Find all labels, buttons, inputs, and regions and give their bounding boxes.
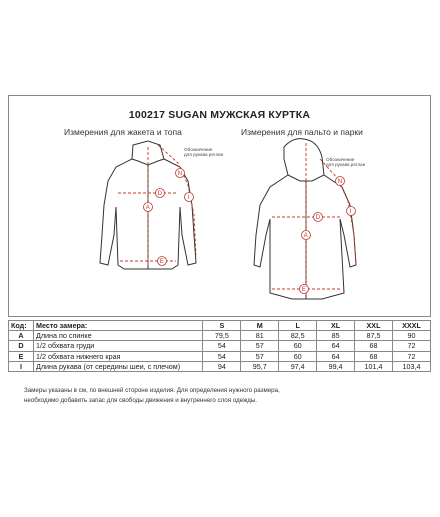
size-table xyxy=(8,320,431,372)
coat-marker-d: D xyxy=(315,215,321,222)
jacket-caption: Измерения для жакета и топа xyxy=(64,127,182,137)
header-size-xxxl: XXXL xyxy=(392,321,430,331)
table-header-row xyxy=(9,321,431,331)
coat-marker-i: I xyxy=(349,209,352,216)
coat-marker-n: N xyxy=(337,179,343,186)
marker-a: A xyxy=(145,205,150,212)
footer-note xyxy=(24,386,424,406)
coat-raglan-note: Обозначение для рукава реглан xyxy=(326,157,366,167)
jacket-markers xyxy=(144,169,194,266)
table-row: I Длина рукава (от середины шеи, с плечом) 94 95,7 97,4 99,4 101,4 103,4 xyxy=(9,361,431,371)
footer-line-2: необходимо добавить запас для свободы движения и внутреннего слоя одежды. xyxy=(24,397,258,404)
marker-n: N xyxy=(177,171,183,178)
header-size-m: M xyxy=(241,321,279,331)
footer-line-1: Замеры указаны в см, по внешней стороне изделия. Для определения нужного размера, xyxy=(24,387,280,394)
jacket-raglan-note: Обозначение для рукава реглан xyxy=(184,147,224,157)
coat-marker-a: A xyxy=(303,233,308,240)
marker-e: E xyxy=(159,259,164,266)
header-code: Код: xyxy=(9,321,34,331)
header-size-l: L xyxy=(279,321,317,331)
table-row: A Длина по спинке 79,5 81 82,5 85 87,5 90 xyxy=(9,331,431,341)
coat-caption: Измерения для пальто и парки xyxy=(241,127,363,137)
coat-markers xyxy=(300,177,356,294)
table-row: E 1/2 обхвата нижнего края 54 57 60 64 68 72 xyxy=(9,351,431,361)
header-size-xl: XL xyxy=(317,321,355,331)
product-title: 100217 SUGAN МУЖСКАЯ КУРТКА xyxy=(128,109,311,121)
header-place: Место замера: xyxy=(33,321,202,331)
size-chart-sheet xyxy=(8,95,431,395)
header-size-s: S xyxy=(203,321,241,331)
coat-marker-e: E xyxy=(301,287,306,294)
marker-d: D xyxy=(157,191,163,198)
marker-i: I xyxy=(187,195,190,202)
garment-diagrams xyxy=(8,135,431,317)
table-row: D 1/2 обхвата груди 54 57 60 64 68 72 xyxy=(9,341,431,351)
header-size-xxl: XXL xyxy=(355,321,393,331)
